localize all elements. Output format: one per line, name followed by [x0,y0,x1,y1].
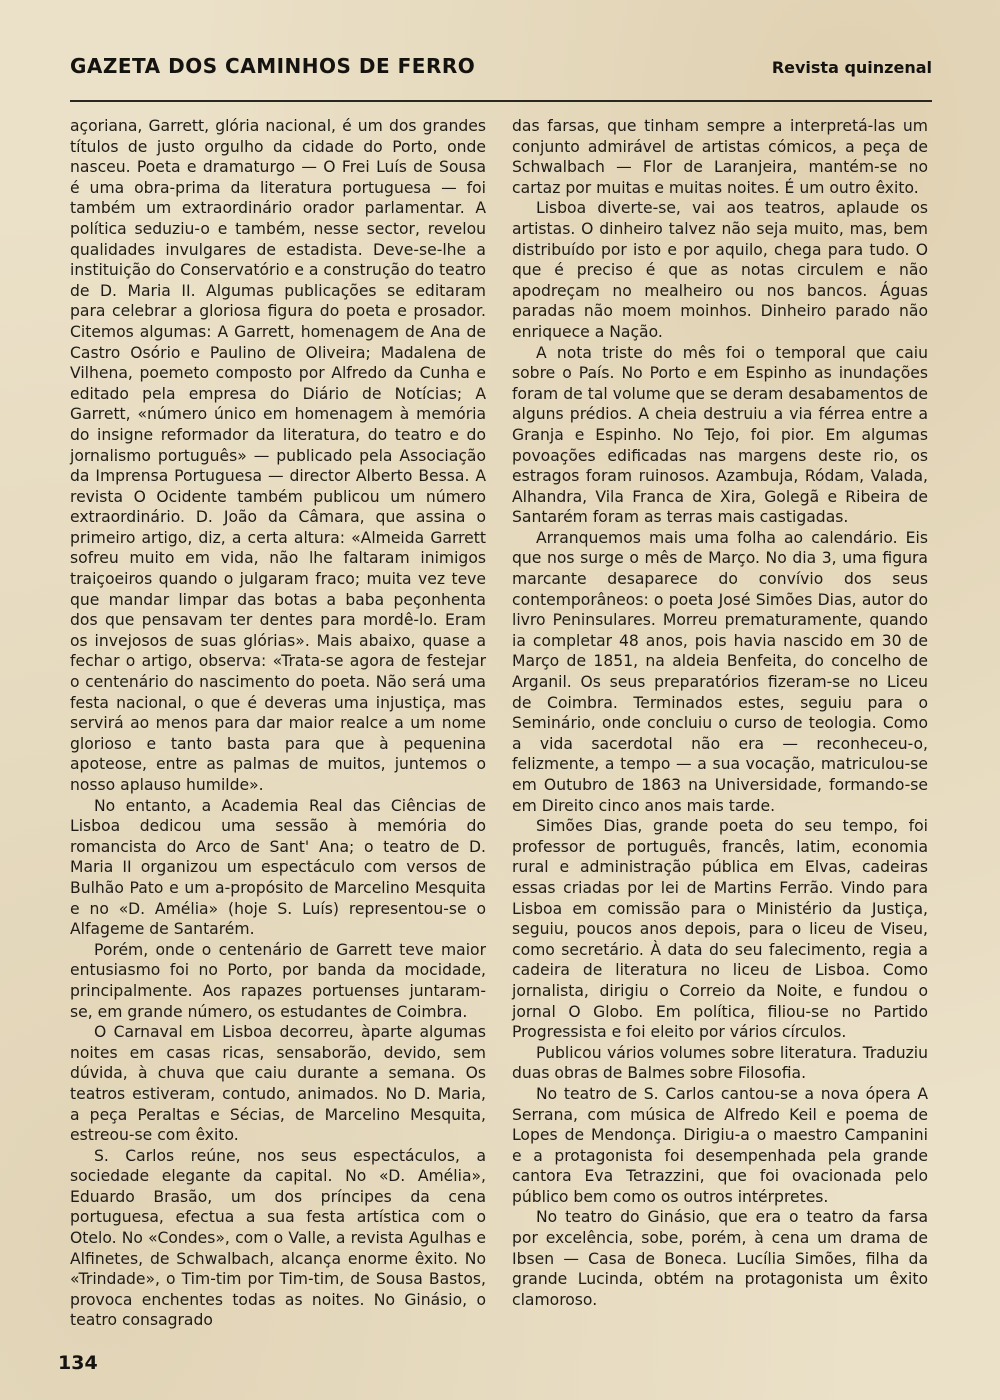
article-paragraph: Lisboa diverte-se, vai aos teatros, aplaude os artistas. O dinheiro talvez não seja muito, mas, bem distribuído por isto e por aquilo, chega para tudo. O que é preciso é que as notas circulem e não apodreçam no mealheiro ou nos bancos. Águas paradas não moem moinhos. Dinheiro parado não enriquece a Nação. [512,199,928,341]
article-paragraph: Arranquemos mais uma folha ao calendário. Eis que nos surge o mês de Março. No dia 3, uma figura marcante desaparece do convívio dos seus contemporâneos: o poeta José Simões Dias, autor do livro Peninsulares. Morreu prematuramente, quando ia completar 48 anos, pois havia nascido em 30 de Março de 1851, na aldeia Benfeita, do concelho de Arganil. Os seus preparatórios fizeram-se no Liceu de Coimbra. Terminados estes, seguiu para o Seminário, onde concluiu o curso de teologia. Como a vida sacerdotal não era — reconheceu-o, felizmente, a tempo — a sua vocação, matriculou-se em Outubro de 1863 na Universidade, formando-se em Direito cinco anos mais tarde. [512,528,928,815]
article-paragraph: O Carnaval em Lisboa decorreu, àparte algumas noites em casas ricas, sensaborão, devido, sem dúvida, à chuva que caiu durante a semana. Os teatros estiveram, contudo, animados. No D. Maria, a peça Peraltas e Sécias, de Marcelino Mesquita, estreou-se com êxito. [70,1023,486,1145]
article-paragraph: S. Carlos reúne, nos seus espectáculos, a sociedade elegante da capital. No «D. Amélia», Eduardo Brasão, um dos príncipes da cena portuguesa, efectua a sua festa artística com o Otelo. No «Condes», com o Valle, a revista Agulhas e Alfinetes, de Schwalbach, alcança enorme êxito. No «Trindade», o Tim-tim por Tim-tim, de Sousa Bastos, provoca enchentes todas as noites. No Ginásio, o teatro consagrado [70,1146,486,1330]
article-paragraph: Publicou vários volumes sobre literatura. Traduziu duas obras de Balmes sobre Filosofia. [512,1043,928,1083]
article-paragraph: A nota triste do mês foi o temporal que caiu sobre o País. No Porto e em Espinho as inundações foram de tal volume que se deram desabamentos de alguns prédios. A cheia destruiu a via férrea entre a Granja e Espinho. No Tejo, foi pior. Em algumas povoações edificadas nas margens deste rio, os estragos foram ruinosos. Azambuja, Ródam, Valada, Alhandra, Vila Franca de Xira, Golegã e Ribeira de Santarém foram as terras mais castigadas. [512,343,928,527]
publication-title: GAZETA DOS CAMINHOS DE FERRO [70,54,476,78]
article-paragraph: No entanto, a Academia Real das Ciências de Lisboa dedicou uma sessão à memória do romancista do Arco de Sant' Ana; o teatro de D. Maria II organizou um espectáculo com versos de Bulhão Pato e um a-propósito de Marcelino Mesquita e no «D. Amélia» (hoje S. Luís) representou-se o Alfageme de Santarém. [70,796,486,939]
article-paragraph: açoriana, Garrett, glória nacional, é um dos grandes títulos de justo orgulho da cidade do Porto, onde nasceu. Poeta e dramaturgo — O Frei Luís de Sousa é uma obra-prima da literatura portuguesa — foi também um extraordinário orador parlamentar. A política seduziu-o e também, nesse sector, revelou qualidades invulgares de estadista. Deve-se-lhe a instituição do Conservatório e a construção do teatro de D. Maria II. Algumas publicações se editaram para celebrar a gloriosa figura do poeta e prosador. Citemos algumas: A Garrett, homenagem de Ana de Castro Osório e Paulino de Oliveira; Madalena de Vilhena, poemeto composto por Alfredo da Cunha e editado pela empresa do Diário de Notícias; A Garrett, «número único em homenagem à memória do insigne reformador da literatura, do teatro e do jornalismo português» — publicado pela Associação da Imprensa Portuguesa — director Alberto Bessa. A revista O Ocidente também publicou um número extraordinário. D. João da Câmara, que assina o primeiro artigo, diz, a certa altura: «Almeida Garrett sofreu muito em vida, não lhe faltaram inimigos traiçoeiros quando o julgaram fraco; muita vez teve que mandar limpar das botas a baba peçonhenta dos que pensavam ter dentes para mordê-lo. Eram os invejosos de suas glórias». Mais abaixo, quase a fechar o artigo, observa: «Trata-se agora de festejar o centenário do nascimento do poeta. Não será uma festa nacional, o que é deveras uma injustiça, mas servirá ao menos para dar maior realce a um nome glorioso e tanto basta para que à pequenina apoteose, entre as palmas de muitos, juntemos o nosso aplauso humilde». [70,117,486,794]
article-paragraph: Porém, onde o centenário de Garrett teve maior entusiasmo foi no Porto, por banda da mocidade, principalmente. Aos rapazes portuenses juntaram-se, em grande número, os estudantes de Coimbra. [70,940,486,1021]
page-number: 134 [58,1352,98,1374]
right-column [512,116,928,1310]
page-header [70,54,932,84]
left-column [70,116,486,1331]
article-paragraph: das farsas, que tinham sempre a interpretá-las um conjunto admirável de artistas cómicos, a peça de Schwalbach — Flor de Laranjeira, mantém-se no cartaz por muitas e muitas noites. É um outro êxito. [512,117,928,197]
publication-subtitle: Revista quinzenal [771,58,932,77]
article-paragraph: Simões Dias, grande poeta do seu tempo, foi professor de português, francês, latim, economia rural e administração pública em Elvas, cadeiras essas criadas por lei de Martins Ferrão. Vindo para Lisboa em comissão para o Ministério da Justiça, seguiu, poucos anos depois, para o liceu de Viseu, como secretário. À data do seu falecimento, regia a cadeira de literatura no liceu de Lisboa. Como jornalista, dirigiu o Correio da Noite, e fundou o jornal O Globo. Em política, filiou-se no Partido Progressista e foi eleito por vários círculos. [512,817,928,1042]
article-paragraph: No teatro do Ginásio, que era o teatro da farsa por excelência, sobe, porém, à cena um drama de Ibsen — Casa de Boneca. Lucília Simões, filha da grande Lucinda, obtém na protagonista um êxito clamoroso. [512,1208,928,1309]
header-rule [70,100,932,102]
article-paragraph: No teatro de S. Carlos cantou-se a nova ópera A Serrana, com música de Alfredo Keil e poema de Lopes de Mendonça. Dirigiu-a o maestro Campanini e a protagonista foi desempenhada pela grande cantora Eva Tetrazzini, que foi ovacionada pelo público bem como os outros intérpretes. [512,1084,928,1206]
